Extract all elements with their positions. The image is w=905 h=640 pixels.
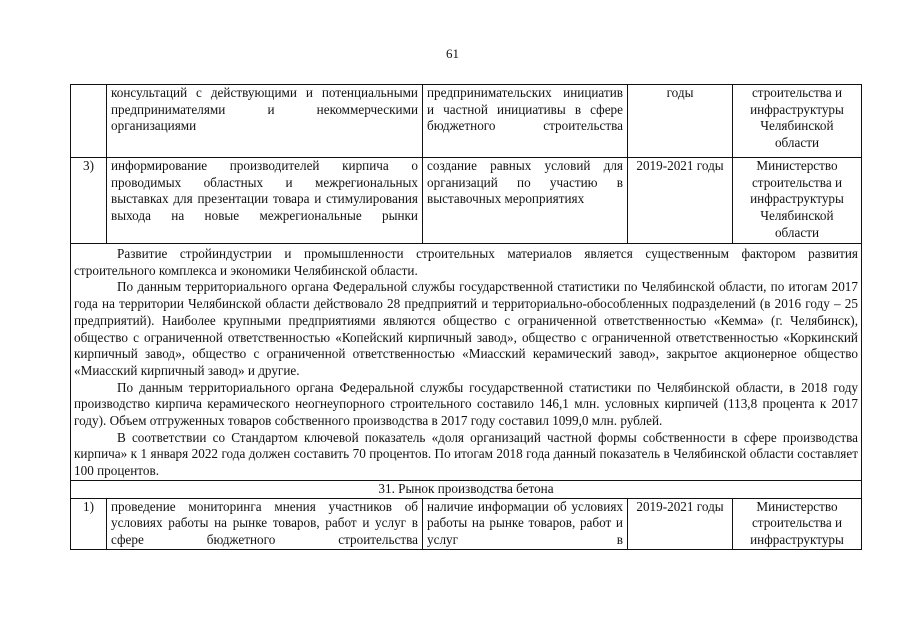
action-cell: проведение мониторинга мнения участников об условиях работы на рынке товаров, работ и услуг в сфере бюджетного строительства: [107, 498, 423, 549]
paragraph: Развитие стройиндустрии и промышленности строительных материалов является существенным фактором развития строительного комплекса и экономики Челябинской области.: [74, 246, 858, 278]
row-number: [71, 85, 107, 158]
table-row: [71, 85, 862, 158]
text-block-row: [71, 244, 862, 481]
action-cell: консультаций с действующими и потенциальными предпринимателями и некоммерческими организациями: [107, 85, 423, 158]
paragraph: По данным территориального органа Федеральной службы государственной статистики по Челябинской области, в 2018 году производство кирпича керамического неогнеупорного строительного составило 146,1 млн. условных кирпичей (113,8 процента к 2017 году). Объем отгруженных товаров собственного производства в 2017 году составил 1099,0 млн. рублей.: [74, 379, 858, 429]
result-cell: наличие информации об условиях работы на рынке товаров, работ и услуг в: [423, 498, 628, 549]
action-cell: информирование производителей кирпича о проводимых областных и межрегиональных выставках для презентации товара и стимулирования выхода на новые межрегиональные рынки: [107, 158, 423, 244]
paragraph: По данным территориального органа Федеральной службы государственной статистики по Челябинской области, по итогам 2017 года на территории Челябинской области действовало 28 предприятий и территориально-обособленных подразделений (в 2016 году – 25 предприятий). Наиболее крупными предприятиями являются общество с ограниченной ответственностью «Кемма» (г. Челябинск), общество с ограниченной ответственностью «Копейский кирпичный завод», общество с ограниченной ответственностью «Коркинский кирпичный завод», общество с ограниченной ответственностью «Миасский керамический завод», закрытое акционерное общество «Миасский кирпичный завод» и другие.: [74, 279, 858, 378]
responsible-cell: Министерство строительства и инфраструктуры: [733, 498, 862, 549]
responsible-cell: Министерство строительства и инфраструктуры Челябинской области: [733, 158, 862, 244]
section-title: 31. Рынок производства бетона: [71, 480, 862, 498]
responsible-cell: строительства и инфраструктуры Челябинской области: [733, 85, 862, 158]
page-number: 61: [446, 46, 459, 61]
result-cell: предпринимательских инициатив и частной инициативы в сфере бюджетного строительства: [423, 85, 628, 158]
paragraph: В соответствии со Стандартом ключевой показатель «доля организаций частной формы собственности в сфере производства кирпича» к 1 января 2022 года должен составить 70 процентов. По итогам 2018 года данный показатель в Челябинской области составляет 100 процентов.: [74, 429, 858, 479]
result-cell: создание равных условий для организаций по участию в выставочных мероприятиях: [423, 158, 628, 244]
period-cell: 2019-2021 годы: [628, 498, 733, 549]
table-row: [71, 498, 862, 549]
row-number: 3): [71, 158, 107, 244]
table-row: [71, 158, 862, 244]
row-number: 1): [71, 498, 107, 549]
section-header-row: [71, 480, 862, 498]
period-cell: 2019-2021 годы: [628, 158, 733, 244]
measures-table: [70, 84, 862, 550]
period-cell: годы: [628, 85, 733, 158]
